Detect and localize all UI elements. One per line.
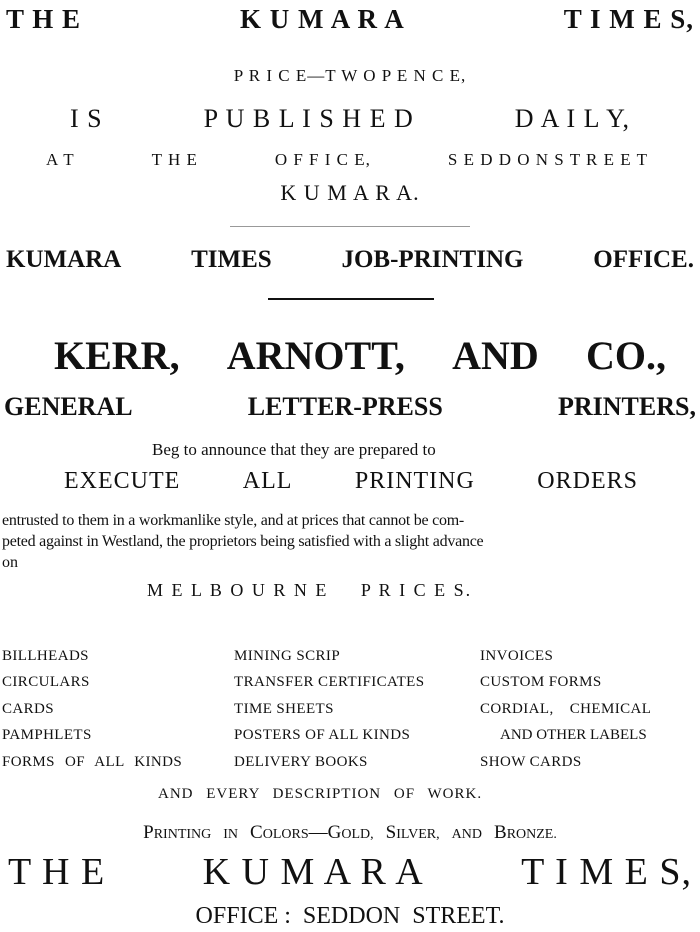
execute-word: ALL — [242, 468, 293, 494]
office-word: O F F I C E, — [274, 150, 371, 169]
execute-word: PRINTING — [354, 468, 475, 494]
body-line: entrusted to them in a workmanlike style, and at prices that cannot be com- — [2, 512, 464, 529]
section-divider — [268, 298, 434, 300]
colors-word: AND — [451, 827, 482, 842]
colors-word: IN — [223, 827, 239, 842]
firm-word: CO., — [585, 333, 666, 378]
office-word: A T — [46, 150, 75, 169]
job-printing-heading — [0, 246, 700, 274]
execute-line — [0, 468, 700, 495]
job-printing-word: JOB-PRINTING — [341, 246, 524, 273]
town-line: K U M A R A. — [280, 180, 420, 205]
job-item: PAMPHLETS — [2, 727, 92, 743]
job-printing-word: OFFICE. — [593, 246, 694, 273]
masthead-word: K U M A R A — [239, 4, 405, 34]
published-word: I S — [70, 104, 103, 133]
firm-name — [0, 332, 700, 379]
trade-line — [0, 392, 700, 422]
office-address: OFFICE : SEDDON STREET. — [195, 903, 505, 929]
price-line: P R I C E—T W O P E N C E, — [233, 66, 467, 85]
execute-word: EXECUTE — [64, 468, 181, 494]
trade-word: GENERAL — [4, 392, 133, 421]
footer-masthead-word: T H E — [8, 851, 106, 893]
masthead-word: T H E — [6, 4, 82, 34]
job-printing-word: KUMARA — [6, 246, 122, 273]
trade-word: LETTER-PRESS — [247, 392, 443, 421]
office-line — [0, 150, 700, 170]
firm-word: KERR, — [54, 333, 180, 378]
body-line: peted against in Westland, the proprietors being satisfied with a slight advance — [2, 533, 484, 550]
colors-word: SILVER, — [385, 822, 440, 843]
job-item: AND OTHER LABELS — [500, 727, 647, 743]
job-item: TRANSFER CERTIFICATES — [234, 674, 425, 690]
colors-word: BRONZE. — [494, 822, 557, 843]
melbourne-prices-line: M E L B O U R N E P R I C E S. — [147, 580, 473, 600]
published-word: P U B L I S H E D — [203, 104, 414, 133]
footer-masthead — [0, 850, 700, 894]
job-item: TIME SHEETS — [234, 701, 334, 717]
job-item: FORMS OF ALL KINDS — [2, 754, 183, 770]
published-word: D A I L Y, — [514, 104, 630, 133]
announce-line: Beg to announce that they are prepared to — [152, 440, 436, 459]
execute-word: ORDERS — [537, 468, 638, 494]
published-line — [0, 104, 700, 134]
office-word: T H E — [151, 150, 198, 169]
colors-word: COLORS—GOLD, — [250, 822, 374, 843]
job-item: POSTERS OF ALL KINDS — [234, 727, 411, 743]
body-line: on — [2, 554, 18, 571]
office-word: S E D D O N S T R E E T — [447, 150, 648, 169]
job-item: CUSTOM FORMS — [480, 674, 602, 690]
job-item: BILLHEADS — [2, 648, 89, 664]
firm-word: AND — [452, 333, 539, 378]
job-item: MINING SCRIP — [234, 648, 341, 664]
smudge-divider — [230, 226, 470, 227]
job-item: SHOW CARDS — [480, 754, 582, 770]
footer-masthead-word: K U M A R A — [202, 851, 424, 893]
job-item: INVOICES — [480, 648, 554, 664]
every-description-line: AND EVERY DESCRIPTION OF WORK. — [158, 786, 483, 802]
masthead-word: T I M E S, — [563, 4, 694, 34]
firm-word: ARNOTT, — [226, 333, 405, 378]
job-printing-word: TIMES — [191, 246, 272, 273]
colors-word: PRINTING — [143, 822, 212, 843]
trade-word: PRINTERS, — [558, 392, 696, 421]
colors-line — [0, 822, 700, 844]
job-item: DELIVERY BOOKS — [234, 754, 368, 770]
footer-masthead-word: T I M E S, — [521, 851, 692, 893]
masthead — [0, 4, 700, 35]
job-item: CARDS — [2, 701, 55, 717]
job-item: CIRCULARS — [2, 674, 90, 690]
job-item: CORDIAL, CHEMICAL — [480, 701, 652, 717]
